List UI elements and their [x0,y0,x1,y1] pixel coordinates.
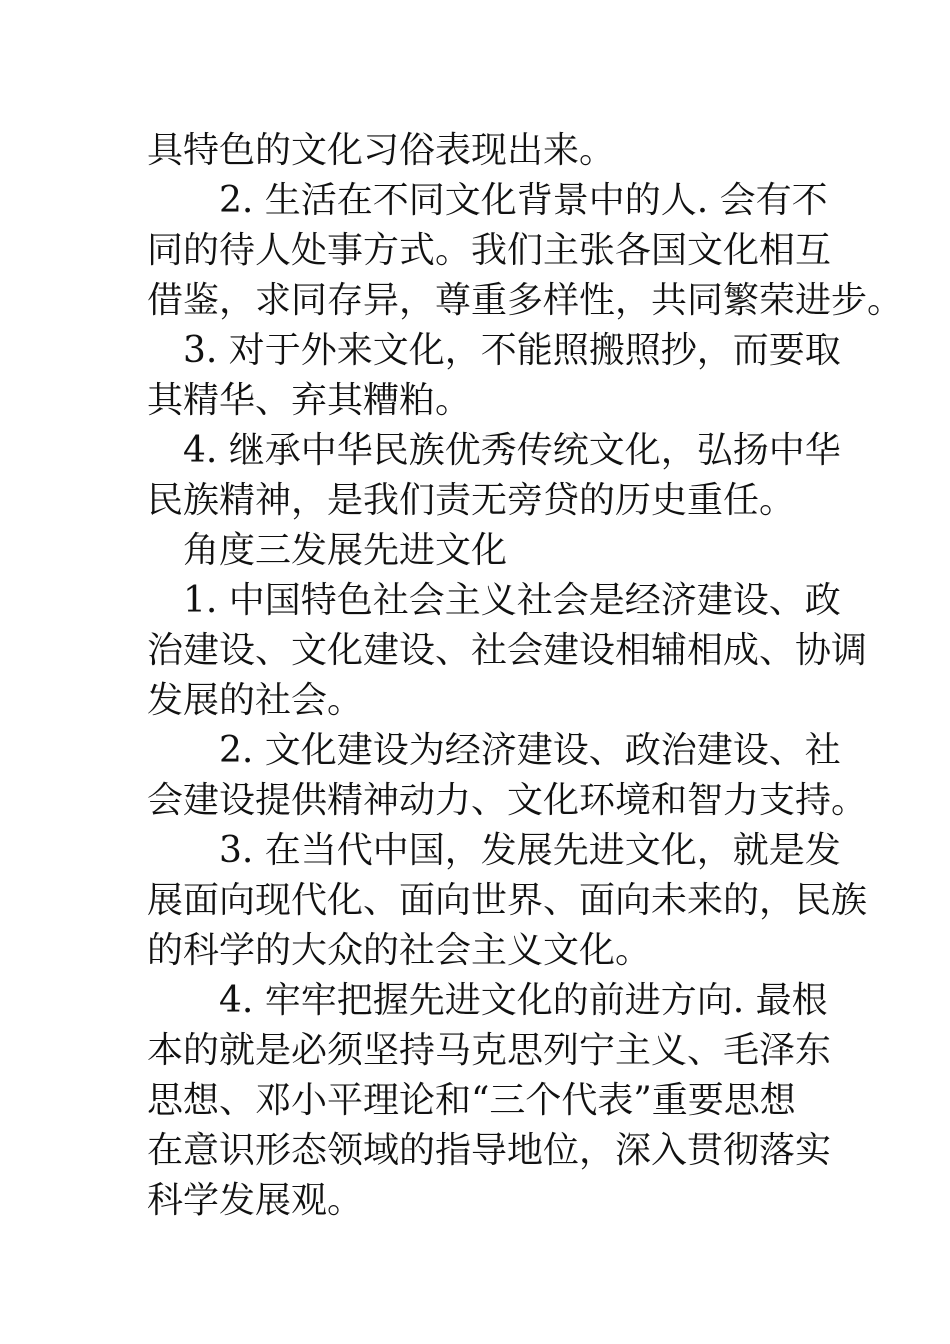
text-line: 其精华、弃其糟粕。 [147,380,472,421]
text-line: 展面向现代化、面向世界、面向未来的，民族 [147,880,868,921]
body-text [147,126,904,1226]
text-line: 3. 对于外来文化，不能照搬照抄，而要取 [183,330,841,371]
text-line: 本的就是必须坚持马克思列宁主义、毛泽东 [147,1030,832,1071]
text-line: 民族精神，是我们责无旁贷的历史重任。 [147,480,796,521]
text-line: 借鉴，求同存异，尊重多样性，共同繁荣进步。 [147,280,904,321]
text-line: 同的待人处事方式。我们主张各国文化相互 [147,230,832,271]
text-line: 2. 文化建设为经济建设、政治建设、社 [219,730,841,771]
text-line: 的科学的大众的社会主义文化。 [147,930,652,971]
text-line: 会建设提供精神动力、文化环境和智力支持。 [147,780,868,821]
text-line: 3. 在当代中国，发展先进文化，就是发 [219,830,841,871]
text-line: 2. 生活在不同文化背景中的人. 会有不 [219,180,828,221]
text-line: 4. 继承中华民族优秀传统文化，弘扬中华 [183,430,841,471]
text-line: 在意识形态领域的指导地位，深入贯彻落实 [147,1130,832,1171]
text-line: 发展的社会。 [147,680,364,721]
text-line: 4. 牢牢把握先进文化的前进方向. 最根 [219,980,828,1021]
section-heading: 角度三发展先进文化 [183,530,508,571]
text-line: 科学发展观。 [147,1180,364,1221]
text-line: 1. 中国特色社会主义社会是经济建设、政 [183,580,841,621]
text-line: 具特色的文化习俗表现出来。 [147,130,616,171]
text-line: 思想、邓小平理论和“三个代表”重要思想 [147,1080,796,1121]
text-line: 治建设、文化建设、社会建设相辅相成、协调 [147,630,868,671]
